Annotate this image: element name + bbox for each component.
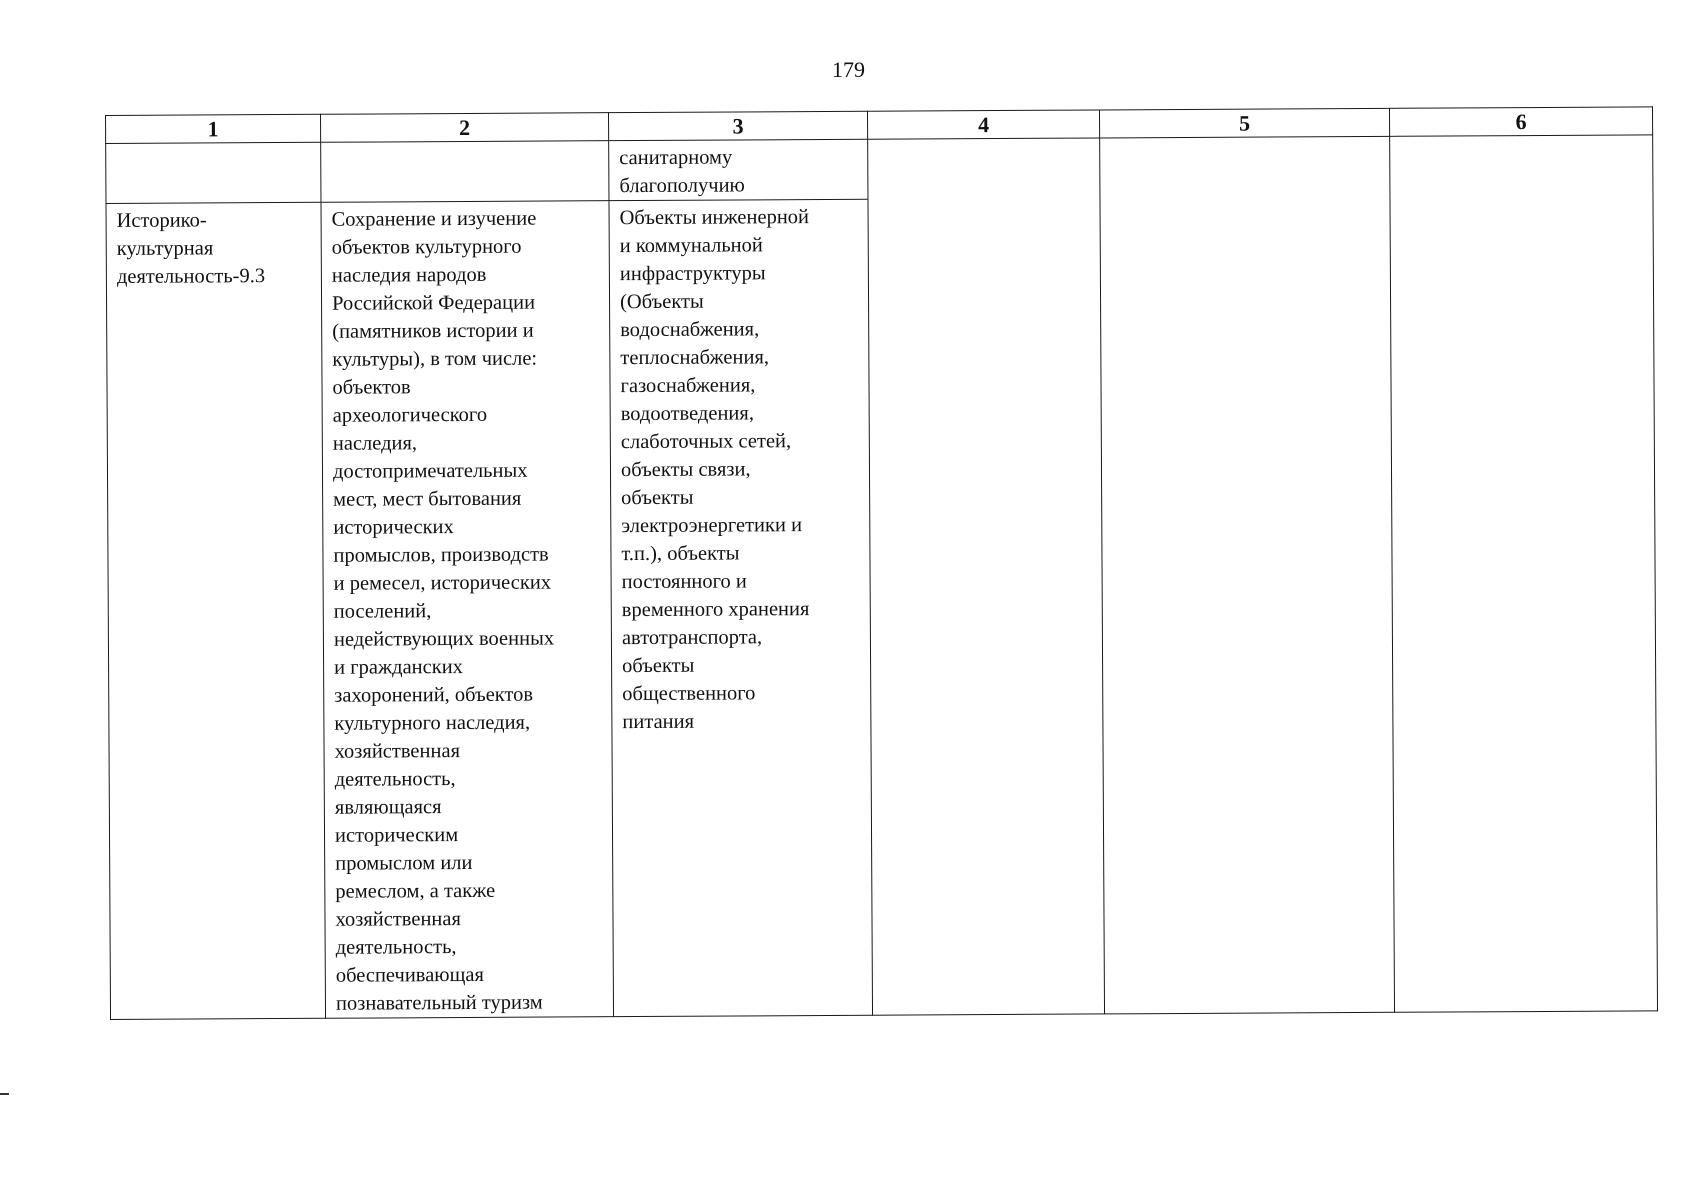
text-line: объекты связи, xyxy=(620,458,751,482)
text-line: наследия народов xyxy=(331,263,487,287)
text-line: поселений, xyxy=(333,600,432,623)
description-text xyxy=(321,201,613,1018)
text-line: ремеслом, а также xyxy=(335,879,496,903)
text-line: общественного xyxy=(622,682,756,706)
column-header-1: 1 xyxy=(106,114,321,143)
column-header-5: 5 xyxy=(1099,108,1389,138)
land-use-type-text xyxy=(106,203,320,291)
continued-cell-2 xyxy=(321,141,609,203)
text-line: хозяйственная xyxy=(335,908,461,931)
text-line: и коммунальной xyxy=(619,234,763,258)
text-line: являющаяся xyxy=(334,796,442,819)
text-line: (памятников истории и xyxy=(332,319,534,343)
land-use-type-cell xyxy=(106,202,326,1019)
text-line: историческим xyxy=(334,824,459,847)
column-6-cell xyxy=(1390,195,1658,1012)
column-header-4: 4 xyxy=(867,110,1099,139)
text-line: объектов xyxy=(332,376,411,399)
text-line: деятельность, xyxy=(335,936,457,959)
page-number: 179 xyxy=(832,57,865,82)
text-line: промыслом или xyxy=(335,851,473,875)
text-line: и ремесел, исторических xyxy=(333,571,552,595)
text-line: мест, мест бытования xyxy=(333,487,522,511)
text-line: обеспечивающая xyxy=(335,963,484,987)
text-line: постоянного и xyxy=(621,570,747,594)
text-line: хозяйственная xyxy=(334,740,461,763)
scan-margin-mark xyxy=(0,1093,9,1095)
text-line: водоснабжения, xyxy=(620,318,760,342)
text-line: временного хранения xyxy=(621,598,810,622)
permitted-objects-text xyxy=(609,200,870,736)
text-line: и гражданских xyxy=(334,656,463,679)
text-line: газоснабжения, xyxy=(620,374,756,398)
text-line: санитарному xyxy=(619,146,733,170)
text-line: (Объекты xyxy=(619,290,704,314)
text-line: захоронений, объектов xyxy=(334,683,534,707)
text-line: деятельность, xyxy=(334,768,456,791)
text-line: деятельность-9.3 xyxy=(116,265,266,288)
column-header-3: 3 xyxy=(608,111,867,140)
text-line: т.п.), объекты xyxy=(621,542,740,566)
regulation-table xyxy=(105,106,1658,1020)
text-line: Сохранение и изучение xyxy=(331,207,537,231)
text-line: культуры), в том числе: xyxy=(332,347,538,371)
text-line: наследия, xyxy=(332,432,418,455)
text-line: культурного наследия, xyxy=(334,711,531,735)
text-line: исторических xyxy=(333,516,454,539)
continued-cell-5 xyxy=(1100,136,1390,198)
text-line: автотранспорта, xyxy=(621,626,763,650)
column-header-2: 2 xyxy=(320,113,608,143)
text-line: водоотведения, xyxy=(620,402,754,426)
description-cell xyxy=(321,201,614,1019)
column-header-6: 6 xyxy=(1389,107,1652,136)
text-line: слаботочных сетей, xyxy=(620,430,792,454)
text-line: объекты xyxy=(621,486,694,510)
text-line: археологического xyxy=(332,403,488,427)
text-line: электроэнергетики и xyxy=(621,514,803,538)
text-line: теплоснабжения, xyxy=(620,346,770,370)
text-line: недействующих военных xyxy=(333,627,555,651)
table-row-historical-cultural xyxy=(106,195,1658,1020)
continued-use-text xyxy=(609,140,867,200)
text-line: Объекты инженерной xyxy=(619,206,810,230)
continued-cell-3 xyxy=(609,139,868,200)
text-line: познавательный туризм xyxy=(335,991,543,1015)
text-line: Историко- xyxy=(116,209,207,232)
continued-cell-4 xyxy=(868,138,1100,199)
text-line: питания xyxy=(622,710,695,734)
text-line: культурная xyxy=(116,237,214,260)
text-line: инфраструктуры xyxy=(619,262,766,286)
text-line: объектов культурного xyxy=(331,235,522,259)
text-line: благополучию xyxy=(619,174,745,198)
text-line: достопримечательных xyxy=(332,459,528,483)
continued-cell-1 xyxy=(106,142,321,203)
text-line: объекты xyxy=(622,654,695,678)
column-5-cell xyxy=(1100,196,1395,1014)
continued-row xyxy=(106,135,1653,204)
permitted-objects-cell xyxy=(609,199,873,1016)
column-4-cell xyxy=(868,198,1105,1015)
text-line: промыслов, производств xyxy=(333,543,549,567)
continued-cell-6 xyxy=(1390,135,1653,196)
text-line: Российской Федерации xyxy=(331,291,536,315)
